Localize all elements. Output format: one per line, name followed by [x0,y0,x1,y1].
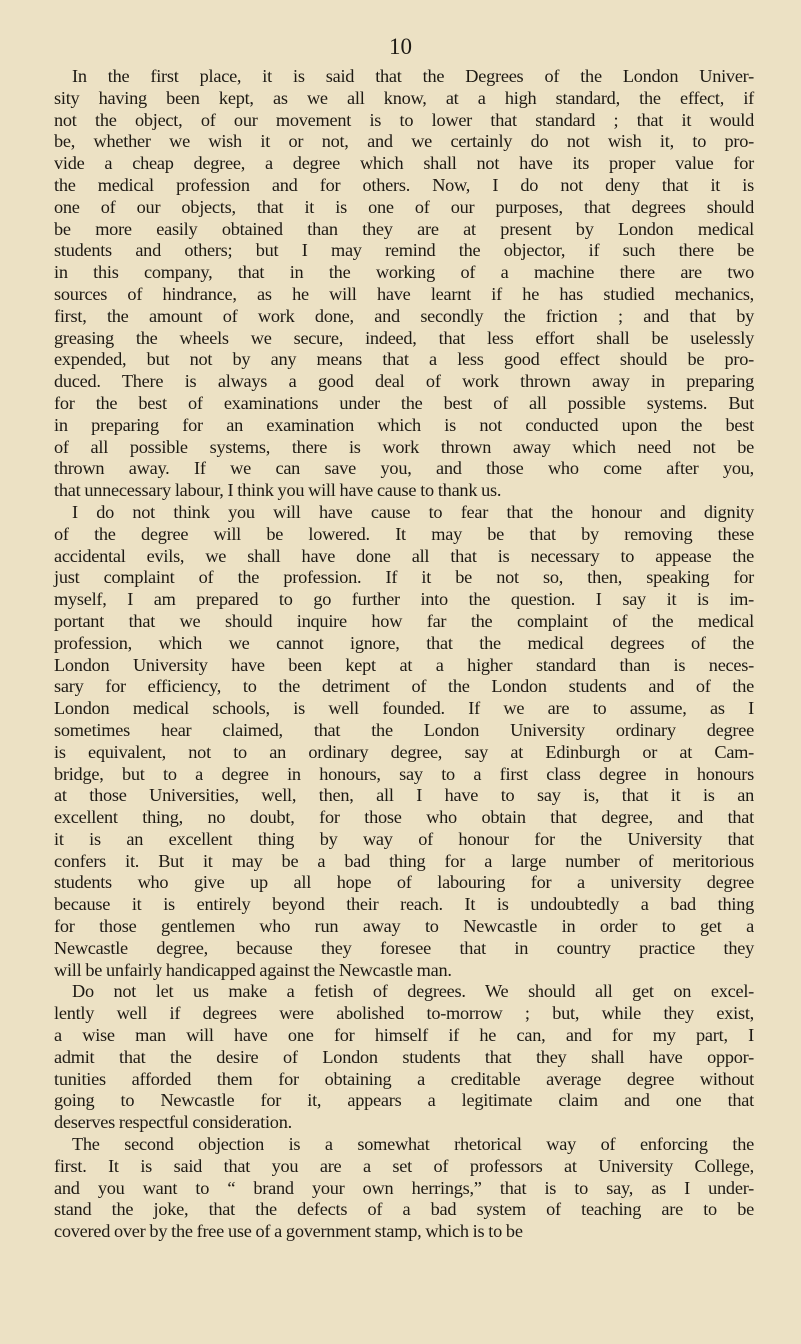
text-line: first, the amount of work done, and secondly the friction ; and that by [54,305,754,326]
text-line: London medical schools, is well founded. If we are to assume, as I [54,698,754,719]
text-line: going to Newcastle for it, appears a legitimate claim and one that [54,1090,754,1111]
text-line: sary for efficiency, to the detriment of the London students and of the [54,676,754,697]
text-line: bridge, but to a degree in honours, say to a first class degree in honours [54,763,754,784]
text-line: for those gentlemen who run away to Newcastle in order to get a [54,916,754,937]
text-line: profession, which we cannot ignore, that the medical degrees of the [54,632,754,653]
text-line: accidental evils, we shall have done all that is necessary to appease the [54,545,754,566]
text-line: for the best of examinations under the best of all possible systems. But [54,392,754,413]
text-line: is equivalent, not to an ordinary degree, say at Edinburgh or at Cam- [54,741,754,762]
text-line: first. It is said that you are a set of professors at University College, [54,1155,754,1176]
text-line: it is an excellent thing by way of honour for the University that [54,828,754,849]
text-line: The second objection is a somewhat rhetorical way of enforcing the [72,1134,754,1155]
text-line: thrown away. If we can save you, and those who come after you, [54,458,754,479]
text-line: be, whether we wish it or not, and we certainly do not wish it, to pro- [54,131,754,152]
text-line: admit that the desire of London students that they shall have oppor- [54,1046,754,1067]
text-line: Newcastle degree, because they foresee that in country practice they [54,937,754,958]
paragraph [54,1134,754,1243]
text-line: confers it. But it may be a bad thing for a large number of meritorious [54,850,754,871]
text-line: covered over by the free use of a government stamp, which is to be [54,1221,523,1242]
text-line: I do not think you will have cause to fear that the honour and dignity [72,501,754,522]
paragraph [54,66,754,502]
text-line: sources of hindrance, as he will have learnt if he has studied mechanics, [54,283,754,304]
text-line: vide a cheap degree, a degree which shall not have its proper value for [54,153,754,174]
text-line: one of our objects, that it is one of our purposes, that degrees should [54,196,754,217]
text-line: sity having been kept, as we all know, at a high standard, the effect, if [54,87,754,108]
text-line: deserves respectful consideration. [54,1112,292,1133]
paragraph [54,981,754,1134]
text-line: duced. There is always a good deal of work thrown away in preparing [54,371,754,392]
paragraph [54,502,754,982]
body-text [54,66,754,1243]
text-line: because it is entirely beyond their reach. It is undoubtedly a bad thing [54,894,754,915]
text-line: In the first place, it is said that the Degrees of the London Univer- [72,66,754,86]
text-line: of the degree will be lowered. It may be that by removing these [54,523,754,544]
text-line: expended, but not by any means that a less good effect should be pro- [54,349,754,370]
text-line: myself, I am prepared to go further into the question. I say it is im- [54,589,754,610]
text-line: will be unfairly handicapped against the Newcastle man. [54,959,452,980]
text-line: in preparing for an examination which is not conducted upon the best [54,414,754,435]
text-line: of all possible systems, there is work thrown away which need not be [54,436,754,457]
text-line: portant that we should inquire how far the complaint of the medical [54,610,754,631]
text-line: tunities afforded them for obtaining a creditable average degree without [54,1068,754,1089]
text-line: sometimes hear claimed, that the London University ordinary degree [54,719,754,740]
text-line: that unnecessary labour, I think you will have cause to thank us. [54,480,502,501]
text-line: lently well if degrees were abolished to-morrow ; but, while they exist, [54,1003,754,1024]
text-line: greasing the wheels we secure, indeed, that less effort shall be uselessly [54,327,754,348]
text-line: just complaint of the profession. If it be not so, then, speaking for [54,567,754,588]
text-line: be more easily obtained than they are at present by London medical [54,218,754,239]
text-line: stand the joke, that the defects of a bad system of teaching are to be [54,1199,754,1220]
text-line: the medical profession and for others. Now, I do not deny that it is [54,174,754,195]
text-line: a wise man will have one for himself if he can, and for my part, I [54,1025,754,1046]
text-line: in this company, that in the working of a machine there are two [54,262,754,283]
text-line: students and others; but I may remind the objector, if such there be [54,240,754,261]
text-line: not the object, of our movement is to lower that standard ; that it would [54,109,754,130]
text-line: London University have been kept at a higher standard than is neces- [54,654,754,675]
text-line: Do not let us make a fetish of degrees. We should all get on excel- [72,981,754,1002]
text-line: students who give up all hope of labouring for a university degree [54,872,754,893]
text-line: and you want to “ brand your own herrings,” that is to say, as I under- [54,1177,754,1198]
text-line: at those Universities, well, then, all I have to say is, that it is an [54,785,754,806]
text-line: excellent thing, no doubt, for those who obtain that degree, and that [54,807,754,828]
page-number: 10 [389,34,412,59]
